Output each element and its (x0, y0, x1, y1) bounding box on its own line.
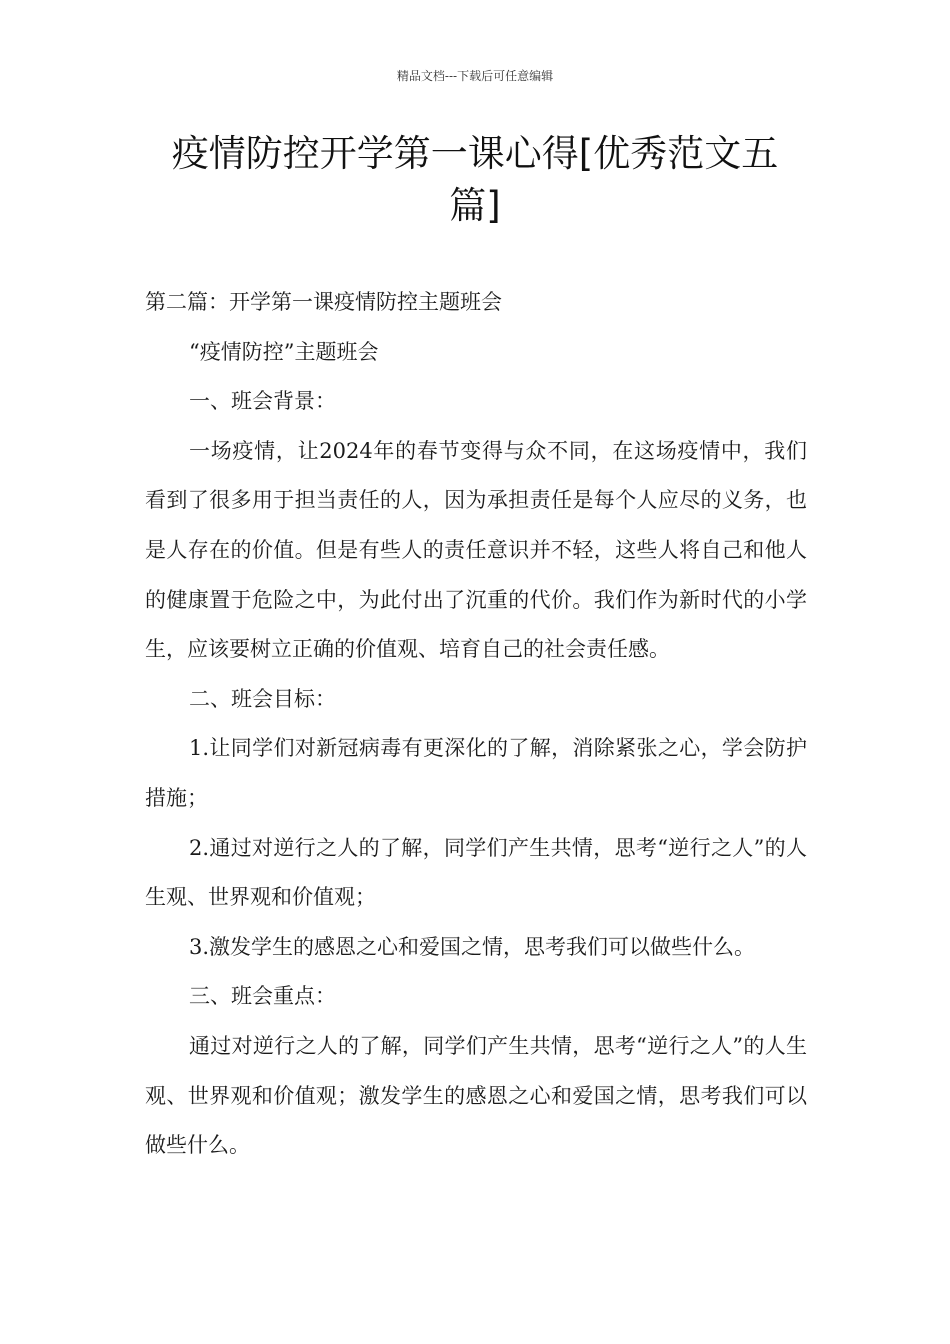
heading-background: 一、班会背景： (189, 389, 336, 414)
document-title: 疫情防控开学第一课心得[优秀范文五篇] (171, 132, 779, 227)
goal-item-1: 1.让同学们对新冠病毒有更深化的了解，消除紧张之心，学会防护措施； (145, 736, 807, 810)
paragraph-background: 一场疫情，让2024年的春节变得与众不同，在这场疫情中，我们看到了很多用于担当责任的人，因为承担责任是每个人应尽的义务，也是人存在的价值。但是有些人的责任意识并不轻，这些人将自己和他人的健康置于危险之中，为此付出了沉重的代价。我们作为新时代的小学生，应该要树立正确的价值观、培育自己的社会责任感。 (145, 438, 807, 662)
goal-item-2: 2.通过对逆行之人的了解，同学们产生共情，思考“逆行之人”的人生观、世界观和价值观； (145, 835, 807, 910)
heading-goals: 二、班会目标： (189, 686, 336, 711)
section-heading: 第二篇：开学第一课疫情防控主题班会 (145, 290, 502, 314)
header-note: 精品文档---下载后可任意编辑 (396, 69, 554, 83)
heading-focus: 三、班会重点： (189, 984, 336, 1009)
subtitle: “疫情防控”主题班会 (189, 339, 379, 364)
document-body (145, 278, 807, 1171)
paragraph-focus: 通过对逆行之人的了解，同学们产生共情，思考“逆行之人”的人生观、世界观和价值观；激发学生的感恩之心和爱国之情，思考我们可以做些什么。 (145, 1033, 807, 1158)
goal-item-3: 3.激发学生的感恩之心和爱国之情，思考我们可以做些什么。 (189, 934, 756, 959)
